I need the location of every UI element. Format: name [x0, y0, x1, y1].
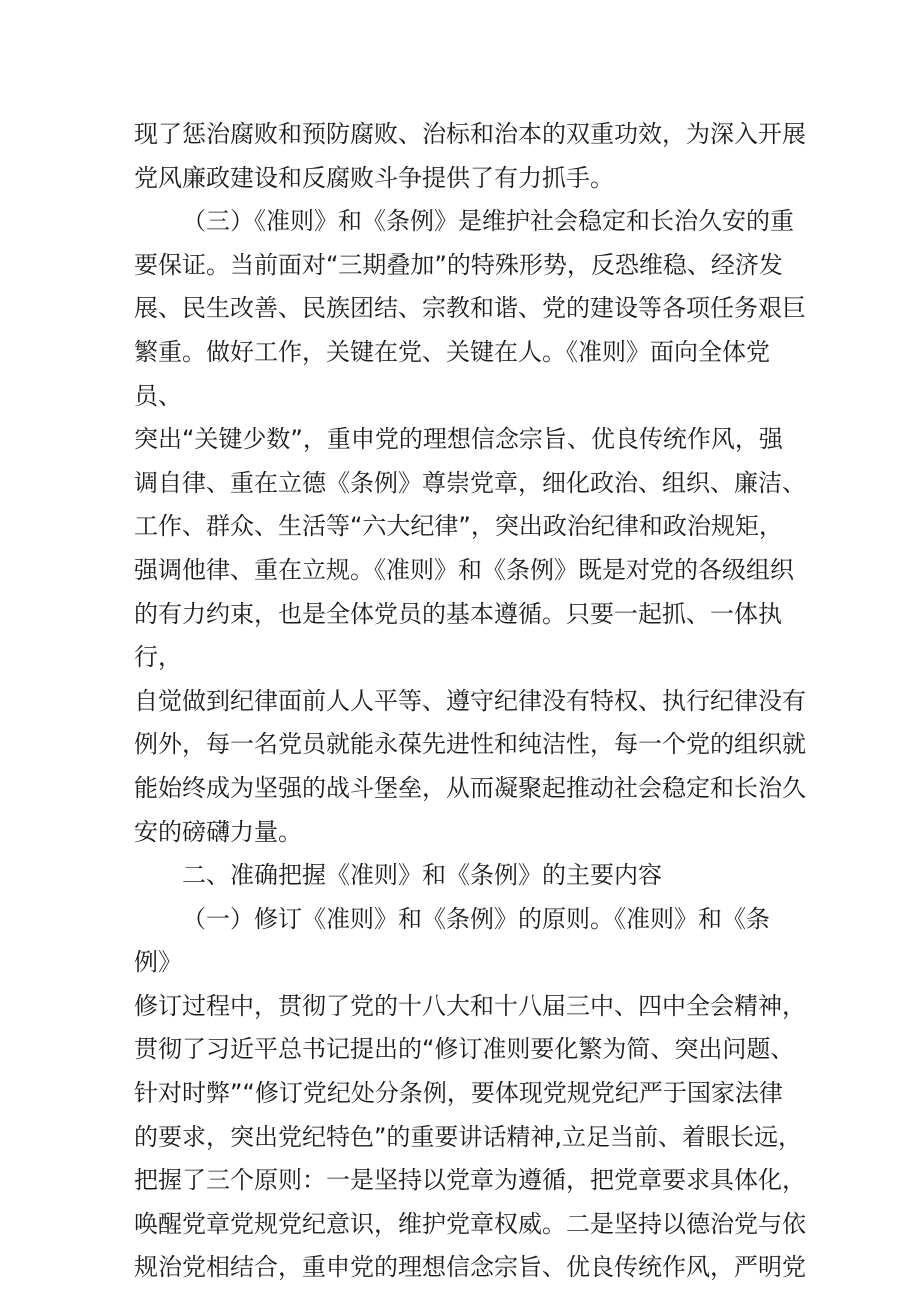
text-line: 展、民生改善、民族团结、宗教和谐、党的建设等各项任务艰巨 [134, 294, 806, 323]
text-line: 修订过程中，贯彻了党的十八大和十八届三中、四中全会精神， [134, 991, 806, 1020]
text-line: 自觉做到纪律面前人人平等、遵守纪律没有特权、执行纪律没有 [134, 686, 806, 715]
text-line: 唤醒党章党规党纪意识，维护党章权威。二是坚持以德治党与依 [134, 1209, 806, 1238]
text-line: 调自律、重在立德《条例》尊崇党章，细化政治、组织、廉洁、 [134, 468, 806, 497]
text-line: 现了惩治腐败和预防腐败、治标和治本的双重功效，为深入开展 [134, 120, 806, 148]
text-line: 规治党相结合，重申党的理想信念宗旨、优良传统作风，严明党 [134, 1253, 806, 1282]
text-line: 针对时弊”“修订党纪处分条例，要体现党规党纪严于国家法律 [134, 1079, 783, 1108]
text-line: 要保证。当前面对“三期叠加”的特殊形势，反恐维稳、经济发 [134, 250, 783, 279]
text-line: 强调他律、重在立规。《准则》和《条例》既是对党的各级组织 [134, 555, 794, 584]
text-line: 例外，每一名党员就能永葆先进性和纯洁性，每一个党的组织就 [134, 730, 806, 759]
text-line: 突出“关键少数”，重申党的理想信念宗旨、优良传统作风，强 [134, 425, 783, 454]
paragraph-section-3 [134, 200, 814, 854]
text-line: 工作、群众、生活等“六大纪律”，突出政治纪律和政治规矩， [134, 512, 783, 541]
text-line: 贯彻了习近平总书记提出的“修订准则要化繁为简、突出问题、 [134, 1035, 795, 1064]
text-line: 二、准确把握《准则》和《条例》的主要内容 [182, 861, 662, 890]
document-body [134, 113, 814, 1290]
text-line: 安的磅礴力量。 [134, 817, 302, 846]
text-line: （三）《准则》和《条例》是维护社会稳定和长治久安的重 [182, 207, 794, 236]
text-line: 党风廉政建设和反腐败斗争提供了有力抓手。 [134, 163, 614, 192]
paragraph-continuation [134, 113, 814, 200]
text-line: 的有力约束，也是全体党员的基本遵循。只要一起抓、一体执行， [134, 599, 782, 672]
text-line: 繁重。做好工作，关键在党、关键在人。《准则》面向全体党员、 [134, 337, 770, 410]
text-line: 能始终成为坚强的战斗堡垒，从而凝聚起推动社会稳定和长治久 [134, 773, 806, 802]
section-heading [134, 854, 814, 898]
text-line: 把握了三个原则：一是坚持以党章为遵循，把党章要求具体化， [134, 1166, 806, 1195]
text-line: （一）修订《准则》和《条例》的原则。《准则》和《条例》 [134, 904, 770, 977]
paragraph-section-1 [134, 898, 814, 1290]
text-line: 的要求，突出党纪特色”的重要讲话精神,立足当前、着眼长远， [134, 1122, 803, 1151]
